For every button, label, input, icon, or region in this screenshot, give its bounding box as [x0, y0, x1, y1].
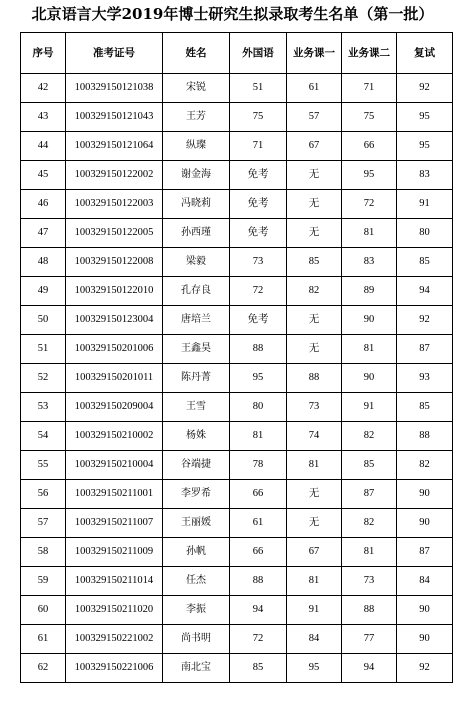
- cell-subject-one: 57: [287, 103, 342, 132]
- cell-name: 宋锐: [163, 74, 230, 103]
- cell-subject-two: 81: [342, 219, 397, 248]
- cell-subject-one: 88: [287, 364, 342, 393]
- cell-exam-id: 100329150210002: [66, 422, 163, 451]
- cell-name: 孙帆: [163, 538, 230, 567]
- cell-subject-two: 88: [342, 596, 397, 625]
- table-row: [21, 567, 453, 596]
- cell-subject-two: 95: [342, 161, 397, 190]
- cell-foreign-language: 免考: [230, 161, 287, 190]
- cell-exam-id: 100329150122003: [66, 190, 163, 219]
- cell-subject-one: 无: [287, 161, 342, 190]
- cell-index: 43: [21, 103, 66, 132]
- cell-index: 59: [21, 567, 66, 596]
- cell-interview: 90: [397, 625, 453, 654]
- cell-interview: 93: [397, 364, 453, 393]
- cell-subject-two: 81: [342, 538, 397, 567]
- cell-exam-id: 100329150122010: [66, 277, 163, 306]
- cell-interview: 90: [397, 480, 453, 509]
- table-row: [21, 654, 453, 683]
- table-row: [21, 161, 453, 190]
- cell-subject-two: 87: [342, 480, 397, 509]
- cell-foreign-language: 66: [230, 538, 287, 567]
- cell-foreign-language: 51: [230, 74, 287, 103]
- cell-exam-id: 100329150211009: [66, 538, 163, 567]
- cell-interview: 94: [397, 277, 453, 306]
- admission-table: [20, 32, 453, 683]
- cell-subject-one: 无: [287, 480, 342, 509]
- table-row: [21, 190, 453, 219]
- header-exam-id: 准考证号: [66, 33, 163, 74]
- cell-index: 53: [21, 393, 66, 422]
- cell-subject-two: 83: [342, 248, 397, 277]
- table-row: [21, 625, 453, 654]
- cell-name: 谢金海: [163, 161, 230, 190]
- cell-foreign-language: 61: [230, 509, 287, 538]
- cell-interview: 90: [397, 596, 453, 625]
- cell-exam-id: 100329150209004: [66, 393, 163, 422]
- table-row: [21, 422, 453, 451]
- cell-name: 唐培兰: [163, 306, 230, 335]
- cell-name: 李罗希: [163, 480, 230, 509]
- table-row: [21, 364, 453, 393]
- cell-exam-id: 100329150221002: [66, 625, 163, 654]
- cell-interview: 90: [397, 509, 453, 538]
- cell-subject-one: 95: [287, 654, 342, 683]
- cell-subject-two: 82: [342, 509, 397, 538]
- cell-subject-one: 84: [287, 625, 342, 654]
- cell-subject-one: 67: [287, 132, 342, 161]
- cell-exam-id: 100329150211007: [66, 509, 163, 538]
- cell-subject-one: 无: [287, 335, 342, 364]
- cell-interview: 95: [397, 103, 453, 132]
- cell-subject-one: 81: [287, 567, 342, 596]
- cell-index: 48: [21, 248, 66, 277]
- cell-name: 梁毅: [163, 248, 230, 277]
- cell-interview: 85: [397, 393, 453, 422]
- cell-index: 46: [21, 190, 66, 219]
- cell-subject-one: 无: [287, 306, 342, 335]
- cell-index: 52: [21, 364, 66, 393]
- cell-name: 王芳: [163, 103, 230, 132]
- cell-subject-two: 81: [342, 335, 397, 364]
- cell-name: 王鑫昊: [163, 335, 230, 364]
- cell-index: 54: [21, 422, 66, 451]
- table-row: [21, 393, 453, 422]
- cell-exam-id: 100329150122005: [66, 219, 163, 248]
- cell-interview: 92: [397, 654, 453, 683]
- table-row: [21, 248, 453, 277]
- cell-name: 纵璨: [163, 132, 230, 161]
- cell-name: 杨姝: [163, 422, 230, 451]
- cell-name: 冯晓莉: [163, 190, 230, 219]
- table-row: [21, 103, 453, 132]
- table-header-row: [21, 33, 453, 74]
- cell-foreign-language: 66: [230, 480, 287, 509]
- page-title: 北京语言大学2019年博士研究生拟录取考生名单（第一批）: [31, 5, 434, 23]
- cell-exam-id: 100329150123004: [66, 306, 163, 335]
- cell-exam-id: 100329150121043: [66, 103, 163, 132]
- cell-interview: 87: [397, 538, 453, 567]
- table-row: [21, 74, 453, 103]
- cell-foreign-language: 85: [230, 654, 287, 683]
- cell-name: 孔存良: [163, 277, 230, 306]
- table-row: [21, 596, 453, 625]
- cell-subject-one: 67: [287, 538, 342, 567]
- cell-index: 57: [21, 509, 66, 538]
- cell-foreign-language: 94: [230, 596, 287, 625]
- cell-index: 51: [21, 335, 66, 364]
- table-row: [21, 480, 453, 509]
- cell-index: 45: [21, 161, 66, 190]
- cell-index: 56: [21, 480, 66, 509]
- cell-subject-one: 74: [287, 422, 342, 451]
- cell-interview: 91: [397, 190, 453, 219]
- cell-interview: 84: [397, 567, 453, 596]
- cell-name: 王丽媛: [163, 509, 230, 538]
- cell-foreign-language: 95: [230, 364, 287, 393]
- cell-interview: 85: [397, 248, 453, 277]
- cell-index: 50: [21, 306, 66, 335]
- cell-foreign-language: 免考: [230, 190, 287, 219]
- cell-interview: 83: [397, 161, 453, 190]
- cell-interview: 82: [397, 451, 453, 480]
- cell-subject-one: 81: [287, 451, 342, 480]
- cell-foreign-language: 71: [230, 132, 287, 161]
- cell-exam-id: 100329150211014: [66, 567, 163, 596]
- header-subject-two: 业务课二: [342, 33, 397, 74]
- cell-subject-one: 82: [287, 277, 342, 306]
- cell-subject-two: 85: [342, 451, 397, 480]
- cell-subject-two: 89: [342, 277, 397, 306]
- cell-interview: 95: [397, 132, 453, 161]
- cell-subject-two: 90: [342, 364, 397, 393]
- cell-name: 李振: [163, 596, 230, 625]
- cell-index: 44: [21, 132, 66, 161]
- cell-exam-id: 100329150201006: [66, 335, 163, 364]
- cell-index: 42: [21, 74, 66, 103]
- cell-exam-id: 100329150210004: [66, 451, 163, 480]
- cell-subject-one: 91: [287, 596, 342, 625]
- header-subject-one: 业务课一: [287, 33, 342, 74]
- cell-foreign-language: 免考: [230, 306, 287, 335]
- header-interview: 复试: [397, 33, 453, 74]
- cell-index: 60: [21, 596, 66, 625]
- cell-subject-two: 75: [342, 103, 397, 132]
- cell-interview: 92: [397, 74, 453, 103]
- cell-subject-two: 72: [342, 190, 397, 219]
- cell-subject-one: 85: [287, 248, 342, 277]
- cell-exam-id: 100329150122008: [66, 248, 163, 277]
- cell-index: 58: [21, 538, 66, 567]
- cell-foreign-language: 72: [230, 625, 287, 654]
- cell-interview: 87: [397, 335, 453, 364]
- cell-foreign-language: 80: [230, 393, 287, 422]
- table-row: [21, 219, 453, 248]
- cell-subject-one: 无: [287, 509, 342, 538]
- cell-subject-two: 66: [342, 132, 397, 161]
- cell-subject-two: 71: [342, 74, 397, 103]
- header-name: 姓名: [163, 33, 230, 74]
- cell-subject-two: 77: [342, 625, 397, 654]
- cell-foreign-language: 73: [230, 248, 287, 277]
- cell-exam-id: 100329150211020: [66, 596, 163, 625]
- cell-foreign-language: 75: [230, 103, 287, 132]
- cell-subject-one: 无: [287, 190, 342, 219]
- cell-name: 任杰: [163, 567, 230, 596]
- table-row: [21, 335, 453, 364]
- header-index: 序号: [21, 33, 66, 74]
- cell-foreign-language: 78: [230, 451, 287, 480]
- cell-name: 南北宝: [163, 654, 230, 683]
- cell-foreign-language: 88: [230, 335, 287, 364]
- table-row: [21, 509, 453, 538]
- cell-index: 47: [21, 219, 66, 248]
- cell-subject-two: 82: [342, 422, 397, 451]
- cell-index: 49: [21, 277, 66, 306]
- cell-exam-id: 100329150201011: [66, 364, 163, 393]
- cell-subject-two: 90: [342, 306, 397, 335]
- cell-name: 孙西瑾: [163, 219, 230, 248]
- cell-name: 王雪: [163, 393, 230, 422]
- cell-subject-two: 91: [342, 393, 397, 422]
- table-row: [21, 132, 453, 161]
- cell-subject-one: 无: [287, 219, 342, 248]
- cell-subject-two: 73: [342, 567, 397, 596]
- cell-exam-id: 100329150121038: [66, 74, 163, 103]
- cell-exam-id: 100329150121064: [66, 132, 163, 161]
- cell-index: 62: [21, 654, 66, 683]
- header-foreign-language: 外国语: [230, 33, 287, 74]
- cell-subject-one: 61: [287, 74, 342, 103]
- cell-foreign-language: 81: [230, 422, 287, 451]
- cell-interview: 92: [397, 306, 453, 335]
- cell-foreign-language: 免考: [230, 219, 287, 248]
- table-row: [21, 277, 453, 306]
- cell-subject-one: 73: [287, 393, 342, 422]
- cell-subject-two: 94: [342, 654, 397, 683]
- cell-interview: 80: [397, 219, 453, 248]
- cell-index: 55: [21, 451, 66, 480]
- table-row: [21, 538, 453, 567]
- cell-foreign-language: 72: [230, 277, 287, 306]
- cell-exam-id: 100329150221006: [66, 654, 163, 683]
- cell-exam-id: 100329150211001: [66, 480, 163, 509]
- cell-name: 谷端捷: [163, 451, 230, 480]
- cell-index: 61: [21, 625, 66, 654]
- table-row: [21, 306, 453, 335]
- cell-foreign-language: 88: [230, 567, 287, 596]
- cell-name: 尚书明: [163, 625, 230, 654]
- cell-name: 陈丹菁: [163, 364, 230, 393]
- table-row: [21, 451, 453, 480]
- cell-exam-id: 100329150122002: [66, 161, 163, 190]
- cell-interview: 88: [397, 422, 453, 451]
